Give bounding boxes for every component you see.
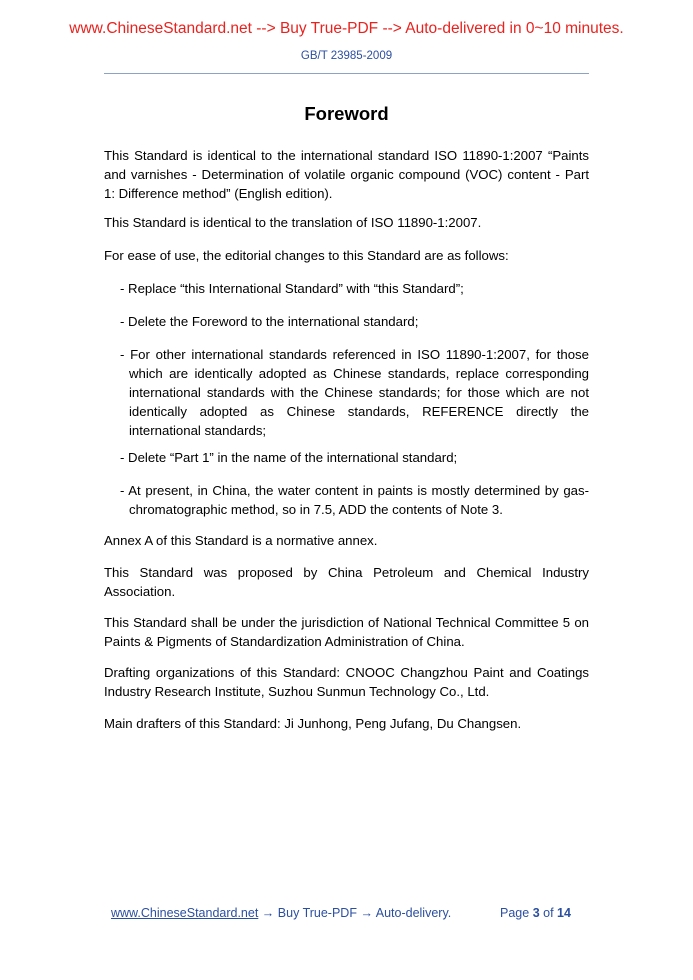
change-list-item: - Delete “Part 1” in the name of the international standard; [120,450,458,465]
header-divider [104,73,589,74]
footer-delivery-text: Auto-delivery. [375,906,452,920]
page-number [500,906,571,920]
change-list-item: - For other international standards referenced in ISO 11890-1:2007, for those which are identically adopted as Chinese standards, replace corresponding international standards with the Chinese standards; for those which are not identically adopted as Chinese standards, REFERENCE directly the international standards; [120,347,589,438]
footer-links [111,906,451,920]
paragraph-annex: Annex A of this Standard is a normative annex. [104,533,378,548]
page-total: 14 [557,906,571,920]
paragraph-identical-standard: This Standard is identical to the international standard ISO 11890-1:2007 “Paints and varnishes - Determination of volatile organic compound (VOC) content - Part 1: Difference method” (English edition). [104,148,589,201]
standard-code-header: GB/T 23985-2009 [300,50,393,62]
paragraph-drafting-organizations: Drafting organizations of this Standard: CNOOC Changzhou Paint and Coatings Industry Research Institute, Suzhou Sunmun Technology Co., Ltd. [104,665,589,699]
page-label: Page [500,906,530,920]
change-list-item: - Delete the Foreword to the international standard; [120,314,419,329]
top-promo-banner[interactable]: www.ChineseStandard.net --> Buy True-PDF --> Auto-delivered in 0~10 minutes. [69,20,624,37]
paragraph-translation: This Standard is identical to the translation of ISO 11890-1:2007. [104,215,482,230]
page-current: 3 [532,906,540,920]
change-list-item: - At present, in China, the water content in paints is mostly determined by gas-chromatographic method, so in 7.5, ADD the contents of Note 3. [120,483,589,517]
footer-buy-text[interactable]: Buy True-PDF [277,906,357,920]
change-list-item: - Replace “this International Standard” with “this Standard”; [120,281,464,296]
footer-site-link[interactable]: www.ChineseStandard.net [111,906,259,920]
arrow-right-icon: → [261,906,275,920]
paragraph-jurisdiction: This Standard shall be under the jurisdiction of National Technical Committee 5 on Paints & Pigments of Standardization Administration of China. [104,615,589,649]
paragraph-main-drafters: Main drafters of this Standard: Ji Junhong, Peng Jufang, Du Changsen. [104,716,522,731]
page-title: Foreword [304,103,389,124]
paragraph-editorial-changes-intro: For ease of use, the editorial changes to this Standard are as follows: [104,248,509,263]
arrow-right-icon: → [360,906,373,920]
paragraph-proposed-by: This Standard was proposed by China Petroleum and Chemical Industry Association. [104,565,589,599]
page-of: of [543,906,554,920]
